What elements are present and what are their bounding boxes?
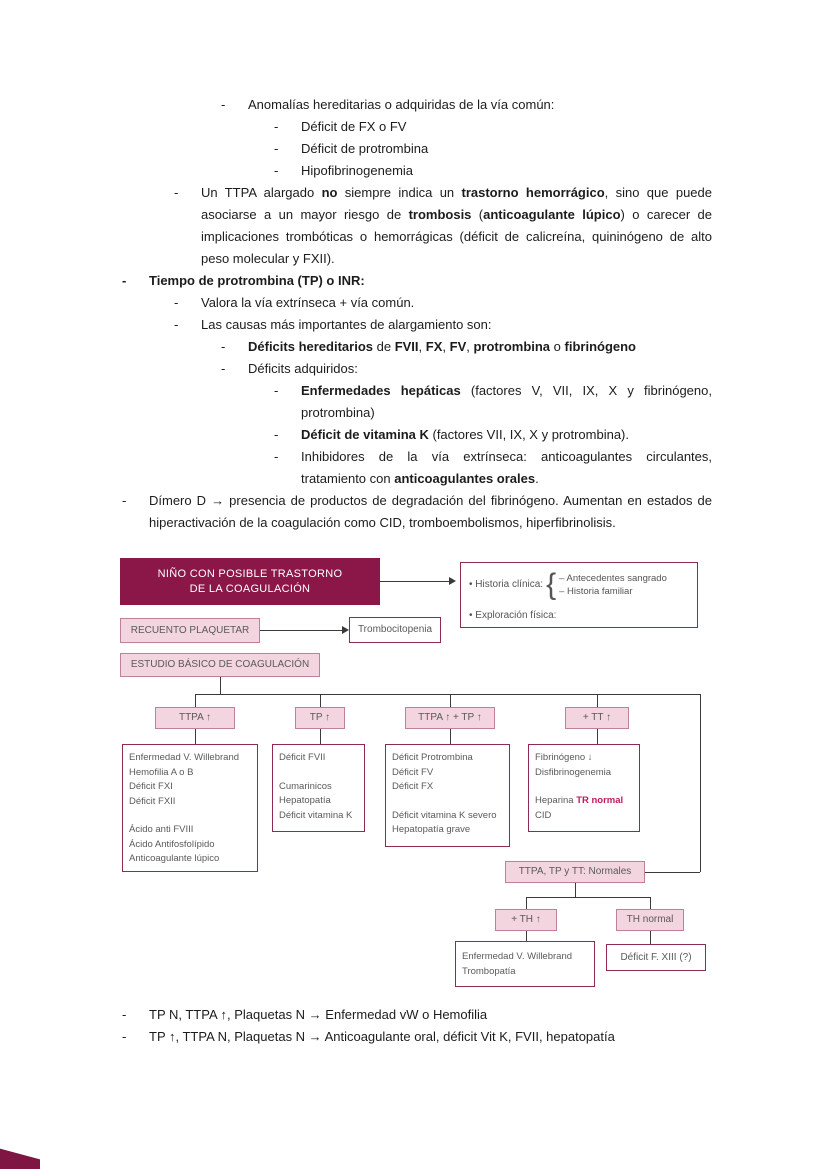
- list-line: Enfermedad V. Willebrand: [129, 752, 240, 763]
- bullet-text: [201, 182, 712, 270]
- bullet-text: [301, 380, 712, 424]
- flow-recuento-box: RECUENTO PLAQUETAR: [120, 618, 260, 643]
- bullet-dimero-d: [120, 490, 712, 534]
- bullet-text: Dímero D → presencia de productos de degradación del fibrinógeno. Aumentan en estados de hiperactivación de la coagulación como CID, tromboembolismos, hiperfibrinolisis.: [149, 493, 712, 530]
- text-run: protrombina: [473, 339, 551, 354]
- bullet-summary-1: [120, 1004, 712, 1026]
- list-line: Enfermedad V. Willebrand: [462, 951, 573, 962]
- list-spacer: [392, 795, 503, 809]
- connector-line: [645, 872, 700, 873]
- flow-root-box: [120, 558, 380, 605]
- connector-line: [260, 630, 343, 631]
- list-line: Hepatopatía: [279, 795, 331, 806]
- bullet-anomalias: [120, 94, 712, 116]
- connector-line: [597, 729, 598, 744]
- flow-root-line1: NIÑO CON POSIBLE TRASTORNO: [157, 567, 343, 580]
- bullet-dash: -: [274, 163, 279, 178]
- flow-header-tp: TP ↑: [295, 707, 345, 729]
- text-run: anticoagulantes orales: [394, 471, 536, 486]
- list-line: Déficit FXI: [129, 781, 173, 792]
- list-line: Cumarinicos: [279, 780, 332, 792]
- history-item: – Historia familiar: [559, 586, 633, 597]
- text-run: de: [373, 339, 395, 354]
- text-run: Inhibidores de la vía extrínseca: anticoagulantes circulantes, tratamiento con: [301, 449, 712, 486]
- text-run: fibrinógeno: [564, 339, 637, 354]
- bullet-ttpa-alargado: [120, 182, 712, 270]
- text-run: (factores V, VII, IX, X y fibrinógeno, protrombina): [301, 383, 712, 420]
- text-run: (: [471, 207, 484, 222]
- bullet-text: Valora la vía extrínseca + vía común.: [201, 295, 415, 310]
- connector-line: [650, 897, 651, 909]
- bullet-text: Déficits adquiridos:: [248, 361, 358, 376]
- coagulation-flowchart: [120, 556, 712, 994]
- connector-line: [526, 931, 527, 941]
- bullet-dash: -: [174, 185, 179, 200]
- text-run: (factores VII, IX, X y protrombina).: [428, 427, 629, 442]
- flow-trombocitopenia-box: Trombocitopenia: [349, 617, 441, 643]
- bullet-text: Déficit de protrombina: [301, 141, 429, 156]
- arrow-right-icon: [449, 577, 456, 585]
- bullet-dash: -: [122, 273, 127, 288]
- connector-line: [650, 931, 651, 944]
- history-item: – Antecedentes sangrado: [559, 573, 667, 584]
- text-run: trastorno hemorrágico: [461, 185, 605, 200]
- text-run: ,: [418, 339, 426, 354]
- list-spacer: [535, 780, 633, 794]
- bullet-dash: -: [174, 295, 179, 310]
- connector-line: [450, 694, 451, 707]
- bullet-dash: -: [221, 339, 226, 354]
- bullet-text: TP N, TTPA ↑, Plaquetas N → Enfermedad vW o Hemofilia: [149, 1007, 488, 1022]
- text-run: Déficit de vitamina K: [301, 427, 429, 442]
- text-run: anticoagulante lúpico: [483, 207, 621, 222]
- list-line: Déficit vitamina K: [279, 809, 353, 821]
- history-clinic-label: • Historia clínica:: [469, 579, 544, 590]
- list-line: Déficit Protrombina: [392, 752, 473, 763]
- text-run: FV: [449, 339, 467, 354]
- bullet-deficit-vitamina-k: [120, 424, 712, 446]
- flow-f13-box: Déficit F. XIII (?): [606, 944, 706, 971]
- bullet-deficits-adquiridos: [120, 358, 712, 380]
- text-run: ,: [466, 339, 474, 354]
- connector-line: [450, 729, 451, 744]
- connector-line: [526, 897, 527, 909]
- bullet-dash: -: [274, 141, 279, 156]
- connector-line: [195, 694, 700, 695]
- list-line: Hepatopatía grave: [392, 824, 471, 835]
- list-line: Anticoagulante lúpico: [129, 853, 220, 864]
- list-spacer: [279, 766, 358, 780]
- list-spacer: [129, 809, 251, 823]
- flow-normales-box: TTPA, TP y TT: Normales: [505, 861, 645, 883]
- document-content: [120, 94, 712, 1048]
- bullet-summary-2: [120, 1026, 712, 1048]
- page-corner-decoration: [0, 1145, 40, 1169]
- history-items: [559, 572, 667, 598]
- bullet-text: Déficit de FX o FV: [301, 119, 407, 134]
- bullet-dash: -: [274, 383, 279, 398]
- flow-th-normal-box: TH normal: [616, 909, 684, 931]
- flow-ttpa-tp-list-box: [385, 744, 510, 847]
- list-line: Ácido Antifosfolípido: [129, 838, 215, 850]
- arrow-right-icon: [342, 626, 349, 634]
- bullet-dash: -: [122, 493, 127, 508]
- list-line: Déficit FVII: [279, 752, 326, 763]
- flow-header-tt: + TT ↑: [565, 707, 629, 729]
- flow-ttpa-list-box: [122, 744, 258, 872]
- bullet-inhibidores: [120, 446, 712, 490]
- list-line: Trombopatía: [462, 965, 516, 977]
- list-line: Hemofilia A o B: [129, 766, 194, 778]
- bullet-causas-alargamiento: [120, 314, 712, 336]
- text-run: Un TTPA alargado: [201, 185, 322, 200]
- bullet-text: Anomalías hereditarias o adquiridas de la vía común:: [248, 97, 555, 112]
- text-run: Déficits hereditarios: [248, 339, 373, 354]
- list-line: Déficit FXII: [129, 795, 176, 807]
- connector-line: [597, 694, 598, 707]
- text-run: , sino que puede asociarse a un mayor riesgo de: [201, 185, 712, 222]
- text-run-highlight: TR normal: [576, 795, 624, 806]
- list-line: Fibrinógeno ↓: [535, 752, 593, 763]
- text-run: FX: [425, 339, 443, 354]
- list-line: Ácido anti FVIII: [129, 824, 194, 835]
- bullet-dash: -: [122, 1007, 127, 1022]
- text-run: Enfermedades hepáticas: [301, 383, 461, 398]
- bullet-deficits-hereditarios: [120, 336, 712, 358]
- flow-root-line2: DE LA COAGULACIÓN: [189, 582, 311, 595]
- bullet-enfermedades-hepaticas: [120, 380, 712, 424]
- connector-line: [195, 729, 196, 744]
- bullet-dash: -: [221, 361, 226, 376]
- flow-estudio-box: ESTUDIO BÁSICO DE COAGULACIÓN: [120, 653, 320, 677]
- bullet-text: [301, 424, 712, 446]
- connector-line: [575, 883, 576, 897]
- flow-vw-box: [455, 941, 595, 987]
- bullet-text: TP ↑, TTPA N, Plaquetas N → Anticoagulante oral, déficit Vit K, FVII, hepatopatía: [149, 1029, 615, 1044]
- text-run: ,: [442, 339, 450, 354]
- text-run: ) o carecer de implicaciones trombóticas o hemorrágicas (déficit de calicreína, quininógeno de alto peso molecular y FXII).: [201, 207, 713, 266]
- bullet-text: Las causas más importantes de alargamiento son:: [201, 317, 492, 332]
- bullet-deficit-fx-fv: [120, 116, 712, 138]
- list-line: Déficit FX: [392, 781, 434, 792]
- connector-line: [220, 677, 221, 694]
- flow-th-up-box: + TH ↑: [495, 909, 557, 931]
- connector-line: [380, 581, 450, 582]
- bullet-dash: -: [274, 449, 279, 464]
- bullet-deficit-protrombina: [120, 138, 712, 160]
- bullet-dash: -: [274, 427, 279, 442]
- connector-line: [700, 694, 701, 872]
- list-line: Déficit FV: [392, 766, 434, 778]
- list-line: Déficit vitamina K severo: [392, 809, 497, 821]
- connector-line: [526, 897, 650, 898]
- bullet-text: Hipofibrinogenemia: [301, 163, 414, 178]
- text-run: no: [321, 185, 338, 200]
- text-run: trombosis: [408, 207, 472, 222]
- bullet-valora-via: [120, 292, 712, 314]
- brace-glyph: {: [546, 568, 557, 601]
- bullet-dash: -: [221, 97, 226, 112]
- bullet-tiempo-protrombina: [120, 270, 712, 292]
- bullet-dash: -: [274, 119, 279, 134]
- flow-tp-list-box: [272, 744, 365, 832]
- list-line: [535, 794, 633, 809]
- summary-notes: [120, 1004, 712, 1048]
- connector-line: [320, 729, 321, 744]
- history-clinic-row: [469, 570, 689, 600]
- history-exam-label: • Exploración física:: [469, 610, 557, 621]
- bullet-hipofibrinogenemia: [120, 160, 712, 182]
- text-run: .: [535, 471, 539, 486]
- flow-header-ttpa: TTPA ↑: [155, 707, 235, 729]
- flow-tt-list-box: [528, 744, 640, 832]
- text-run: FVII: [394, 339, 419, 354]
- flow-header-ttpa-tp: TTPA ↑ + TP ↑: [405, 707, 495, 729]
- bullet-text: Tiempo de protrombina (TP) o INR:: [149, 273, 365, 288]
- text-run: Heparina: [535, 795, 577, 806]
- bullet-dash: -: [174, 317, 179, 332]
- bullet-text: [301, 446, 712, 490]
- bullet-text: [248, 336, 712, 358]
- list-line: CID: [535, 809, 552, 821]
- list-line: Disfibrinogenemia: [535, 766, 612, 778]
- connector-line: [320, 694, 321, 707]
- bullet-dash: -: [122, 1029, 127, 1044]
- connector-line: [195, 694, 196, 707]
- text-run: siempre indica un: [337, 185, 462, 200]
- flow-history-box: [460, 562, 698, 628]
- text-run: o: [550, 339, 565, 354]
